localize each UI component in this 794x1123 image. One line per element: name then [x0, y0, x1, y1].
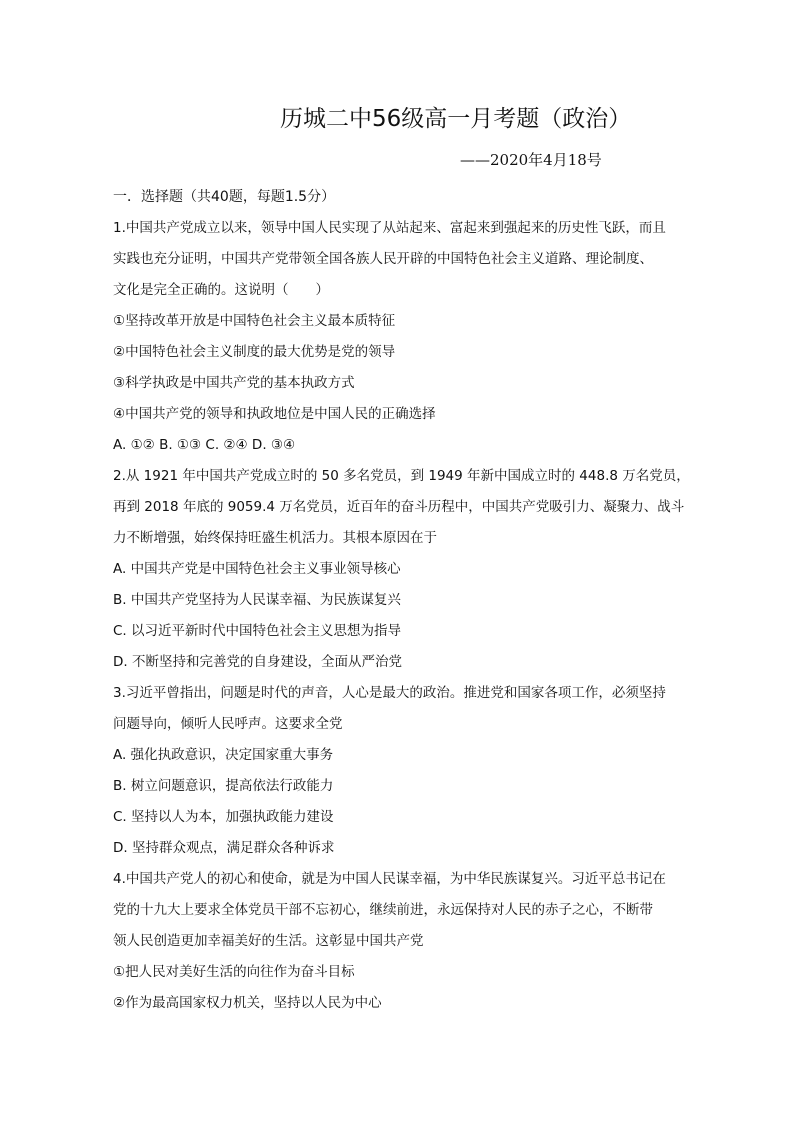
text-line: 领人民创造更加幸福美好的生活。这彰显中国共产党 — [113, 933, 424, 949]
text-line: 力不断增强，始终保持旺盛生机活力。其根本原因在于 — [113, 530, 437, 546]
text-line: ②中国特色社会主义制度的最大优势是党的领导 — [113, 344, 396, 360]
text-line: 3.习近平曾指出，问题是时代的声音，人心是最大的政治。推进党和国家各项工作，必须坚持 — [113, 685, 666, 701]
text-line: 再到 2018 年底的 9059.4 万名党员，近百年的奋斗历程中，中国共产党吸引力、凝聚力、战斗 — [113, 499, 685, 515]
text-line: A. 中国共产党是中国特色社会主义事业领导核心 — [113, 561, 401, 577]
text-line: ②作为最高国家权力机关，坚持以人民为中心 — [113, 995, 382, 1011]
page-title: 历城二中56级高一月考题（政治） — [280, 106, 632, 132]
text-line: D. 坚持群众观点，满足群众各种诉求 — [113, 840, 335, 856]
text-line: ①坚持改革开放是中国特色社会主义最本质特征 — [113, 313, 396, 329]
text-line: A. ①② B. ①③ C. ②④ D. ③④ — [113, 437, 296, 453]
text-line: B. 树立问题意识，提高依法行政能力 — [113, 778, 334, 794]
document-body — [113, 182, 693, 1019]
text-line: ①把人民对美好生活的向往作为奋斗目标 — [113, 964, 355, 980]
text-line: ④中国共产党的领导和执政地位是中国人民的正确选择 — [113, 406, 436, 422]
text-line: 问题导向，倾听人民呼声。这要求全党 — [113, 716, 343, 732]
text-line: A. 强化执政意识，决定国家重大事务 — [113, 747, 334, 763]
text-line: 实践也充分证明，中国共产党带领全国各族人民开辟的中国特色社会主义道路、理论制度、 — [113, 251, 653, 267]
text-line: C. 以习近平新时代中国特色社会主义思想为指导 — [113, 623, 402, 639]
text-line: 4.中国共产党人的初心和使命，就是为中国人民谋幸福，为中华民族谋复兴。习近平总书记在 — [113, 871, 666, 887]
text-line: C. 坚持以人为本，加强执政能力建设 — [113, 809, 334, 825]
text-line: B. 中国共产党坚持为人民谋幸福、为民族谋复兴 — [113, 592, 401, 608]
text-line: 1.中国共产党成立以来，领导中国人民实现了从站起来、富起来到强起来的历史性飞跃，而且 — [113, 220, 666, 236]
text-line: D. 不断坚持和完善党的自身建设，全面从严治党 — [113, 654, 402, 670]
text-line: 党的十九大上要求全体党员干部不忘初心，继续前进，永远保持对人民的赤子之心，不断带 — [113, 902, 653, 918]
text-line: 文化是完全正确的。这说明（ ） — [113, 282, 329, 298]
text-line: 2.从 1921 年中国共产党成立时的 50 多名党员，到 1949 年新中国成立时的 448.8 万名党员， — [113, 468, 690, 484]
text-line: ③科学执政是中国共产党的基本执政方式 — [113, 375, 355, 391]
section-heading: 一．选择题（共40题，每题1.5分） — [113, 189, 336, 205]
exam-date: ——2020年4月18号 — [460, 151, 602, 169]
